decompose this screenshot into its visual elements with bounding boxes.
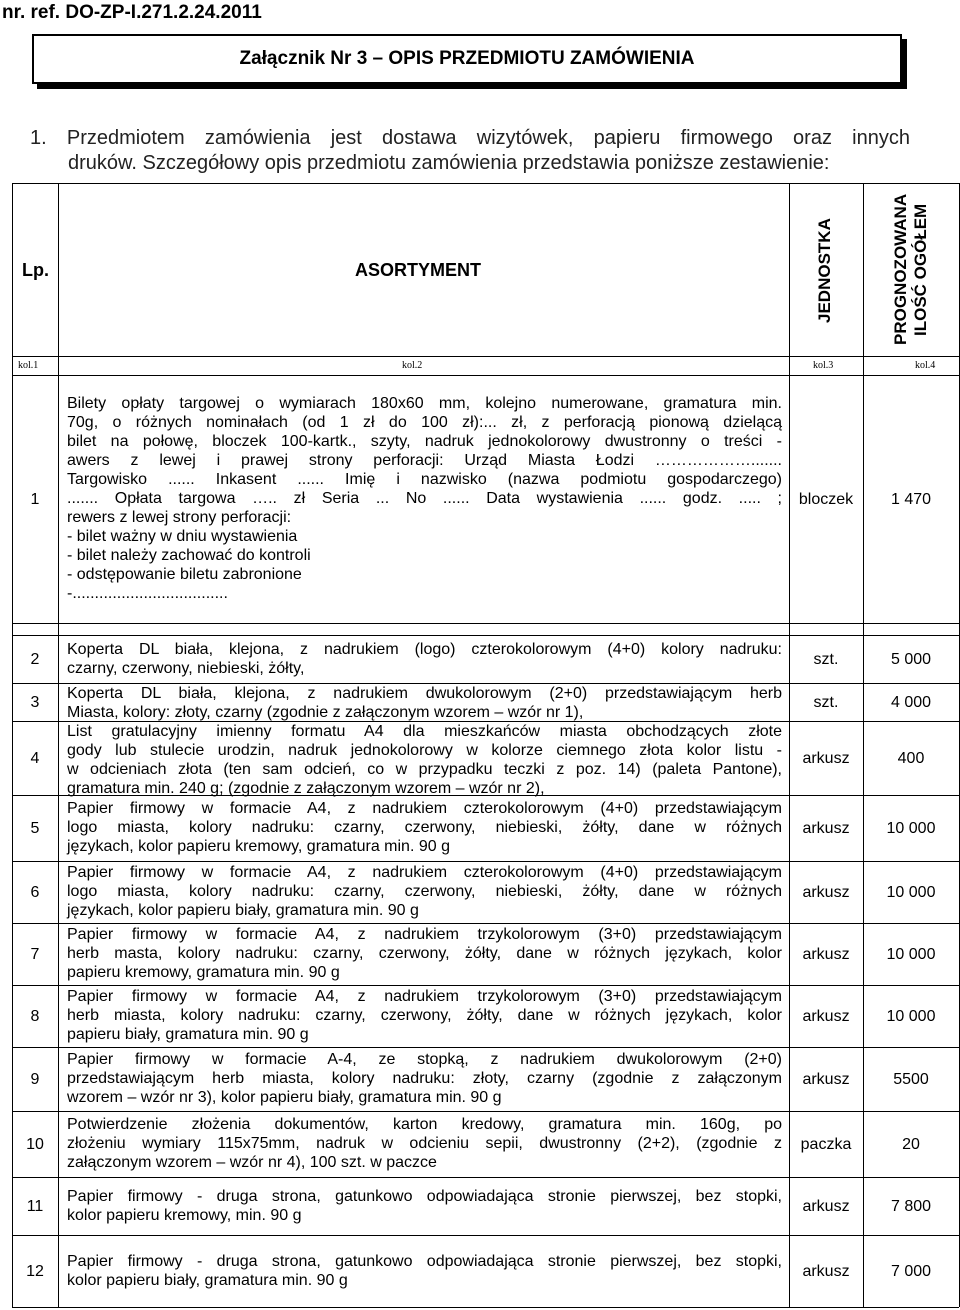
item-description [67,1050,782,1107]
unit-value: arkusz [802,883,850,901]
description-line: logo miasta, kolory nadruku: czarny, czerwony, niebieski, żółty, dane w różnych [67,819,782,836]
description-line: w odcieniach złota (ten sam odcień, co w przypadku teczki z poz. 14) (paleta Pantone), [67,761,782,778]
column-number-label: kol.3 [813,360,834,371]
table-rule [12,183,959,184]
intro-word: papieru [593,127,661,149]
quantity-value: 5 000 [890,650,932,668]
unit-value: arkusz [802,1070,850,1088]
description-line: załączonym wzorem – wzór nr 4), 100 szt. w paczce [67,1154,437,1171]
description-line: kolor papieru biały, gramatura min. 90 g [67,1272,348,1289]
description-line: bilet na połowę, bloczek 100-kartk., szyty, nadruk jednokolorowy dwustronny o treści - [67,433,782,450]
row-number: 9 [30,1070,40,1088]
quantity-value: 20 [902,1135,920,1153]
description-line: Papier firmowy - druga strona, gatunkowo odpowiadająca stronie pierwszej, bez stopki, [67,1253,782,1270]
table-rule [58,183,59,1307]
description-line: czarny, czerwony, niebieski, żółty, [67,660,305,677]
item-description [67,394,782,603]
description-line: Koperta DL biała, klejona, z nadrukiem (logo) czterokolorowym (4+0) kolory nadruku: [67,641,782,658]
column-number-label: kol.4 [915,360,936,371]
description-line: herb masta, kolory nadruku: czarny, czerwony, żółty, dane w różnych językach, kolor [67,945,782,962]
description-line: papieru biały, gramatura min. 90 g [67,1026,309,1043]
unit-value: arkusz [802,1197,850,1215]
quantity-value: 7 800 [890,1197,932,1215]
assortment-table [12,183,960,1309]
column-header-assortment: ASORTYMENT [355,260,481,280]
intro-paragraph [30,126,910,176]
reference-number: nr. ref. DO-ZP-I.271.2.24.2011 [2,2,262,23]
description-line: kolor papieru kremowy, min. 90 g [67,1207,302,1224]
column-header-unit: JEDNOSTKA [815,218,834,324]
intro-word: jest [330,127,362,149]
description-line: Papier firmowy w formacie A4, z nadrukiem czterokolorowym (4+0) przedstawiającym [67,800,782,817]
description-line: Potwierdzenie złożenia dokumentów, karton kredowy, gramatura min. 160g, po [67,1116,782,1133]
description-line: Papier firmowy w formacie A4, z nadrukiem trzykolorowym (3+0) przedstawiającym [67,926,782,943]
description-line: Targowisko ...... Inkasent ...... Imię i nazwisko (nazwa podmiotu gospodarczego) [67,471,782,488]
table-rule [12,623,959,624]
unit-value: arkusz [802,1007,850,1025]
description-line: wzorem – wzór nr 3), kolor papieru biały, gramatura min. 90 g [67,1089,502,1106]
unit-value: paczka [800,1135,852,1153]
row-number: 12 [26,1262,44,1280]
intro-word: oraz [793,127,832,149]
intro-word: dostawa [382,127,457,149]
description-line: logo miasta, kolory nadruku: czarny, czerwony, niebieski, żółty, dane w różnych [67,883,782,900]
description-line: -................................... [67,585,228,602]
description-line: - bilet ważny w dniu wystawienia [67,528,298,545]
row-number: 2 [30,650,40,668]
description-line: rewers z lewej strony perforacji: [67,509,292,526]
description-line: List gratulacyjny imienny formatu A4 dla mieszkańców miasta obchodzących złote [67,723,782,740]
intro-word: firmowego [680,127,773,149]
title-box [32,34,902,84]
unit-value: szt. [813,693,839,711]
item-description [67,1252,782,1290]
item-description [67,684,782,722]
table-rule [12,356,959,357]
row-number: 3 [30,693,40,711]
description-line: herb miasta, kolory nadruku: czarny, czerwony, żółty, dane w różnych językach, kolor [67,1007,782,1024]
column-number-label: kol.1 [18,360,39,371]
intro-word: zamówienia [204,127,311,149]
intro-word: Przedmiotem [66,127,185,149]
description-line: Koperta DL biała, klejona, z nadrukiem dwukolorowym (2+0) przedstawiającym herb [67,685,782,702]
description-line: Papier firmowy w formacie A-4, ze stopką, z nadrukiem dwukolorowym (2+0) [67,1051,782,1068]
row-number: 11 [26,1197,44,1215]
column-number-label: kol.2 [402,360,423,371]
unit-value: arkusz [802,749,850,767]
unit-value: arkusz [802,819,850,837]
description-line: - odstępowanie biletu zabronione [67,566,302,583]
description-line: gody lub stulecie urodzin, nadruk jednokolorowy w kolorze ciemnego złota kolor listu - [67,742,782,759]
table-rule [12,1307,959,1308]
description-line: Papier firmowy w formacie A4, z nadrukiem czterokolorowym (4+0) przedstawiającym [67,864,782,881]
quantity-value: 10 000 [886,1007,936,1025]
item-description [67,987,782,1044]
quantity-value: 10 000 [886,819,936,837]
unit-value: bloczek [798,490,854,508]
quantity-value: 5500 [893,1070,929,1088]
unit-value: szt. [813,650,839,668]
quantity-value: 7 000 [890,1262,932,1280]
intro-word: 1. [30,127,47,149]
row-number: 4 [30,749,40,767]
intro-line-2: druków. Szczegółowy opis przedmiotu zamówienia przedstawia poniższe zestawienie: [68,152,830,174]
column-header-quantity-line1: PROGNOZOWANA [891,193,910,346]
quantity-value: 1 470 [890,490,932,508]
document-title: Załącznik Nr 3 – OPIS PRZEDMIOTU ZAMÓWIENIA [239,48,695,69]
unit-value: arkusz [802,945,850,963]
column-header-quantity [891,187,931,352]
quantity-value: 10 000 [886,883,936,901]
row-number: 1 [30,490,40,508]
description-line: językach, kolor papieru kremowy, gramatura min. 90 g [67,838,450,855]
description-line: Miasta, kolory: złoty, czarny (zgodnie z załączonym wzorem – wzór nr 1), [67,704,584,721]
column-header-quantity-line2: ILOŚĆ OGÓŁEM [911,203,930,336]
row-number: 7 [30,945,40,963]
intro-word: innych [852,127,910,149]
description-line: Papier firmowy - druga strona, gatunkowo odpowiadająca stronie pierwszej, bez stopki, [67,1188,782,1205]
description-line: Bilety opłaty targowej o wymiarach 180x60 mm, kolejno numerowane, gramatura min. [67,395,782,412]
description-line: przedstawiającym herb miasta, kolory nadruku: złoty, czarny (zgodnie z załączonym [67,1070,782,1087]
intro-line-1 [30,126,910,151]
description-line: złożeniu wymiary 115x75mm, nadruk w odcieniu sepii, dwustronny (2+2), (zgodnie z [67,1135,782,1152]
item-description [67,1187,782,1225]
description-line: - bilet należy zachować do kontroli [67,547,311,564]
row-number: 10 [26,1135,44,1153]
quantity-value: 400 [897,749,925,767]
item-description [67,640,782,678]
quantity-value: 10 000 [886,945,936,963]
intro-word: wizytówek, [476,127,574,149]
quantity-value: 4 000 [890,693,932,711]
item-description [67,925,782,982]
unit-value: arkusz [802,1262,850,1280]
row-number: 5 [30,819,40,837]
description-line: papieru kremowy, gramatura min. 90 g [67,964,340,981]
row-number: 6 [30,883,40,901]
column-header-lp: Lp. [22,260,49,280]
description-line: ....... Opłata targowa ….. zł Seria ... No ...... Data wystawienia ...... godz. ..... ; [67,490,782,507]
description-line: 70g, o różnych nominałach (od 1 zł do 100 zł):... zł, z perforacją pionową dzielącą [67,414,782,431]
description-line: Papier firmowy w formacie A4, z nadrukiem trzykolorowym (3+0) przedstawiającym [67,988,782,1005]
description-line: awers z lewej i prawej strony perforacji: Urząd Miasta Łodzi ………………....... [67,452,782,469]
item-description [67,799,782,856]
row-number: 8 [30,1007,40,1025]
item-description [67,863,782,920]
item-description [67,1115,782,1172]
description-line: gramatura min. 240 g; (zgodnie z załączonym wzorem – wzór nr 2), [67,780,545,797]
item-description [67,722,782,798]
description-line: językach, kolor papieru biały, gramatura min. 90 g [67,902,419,919]
